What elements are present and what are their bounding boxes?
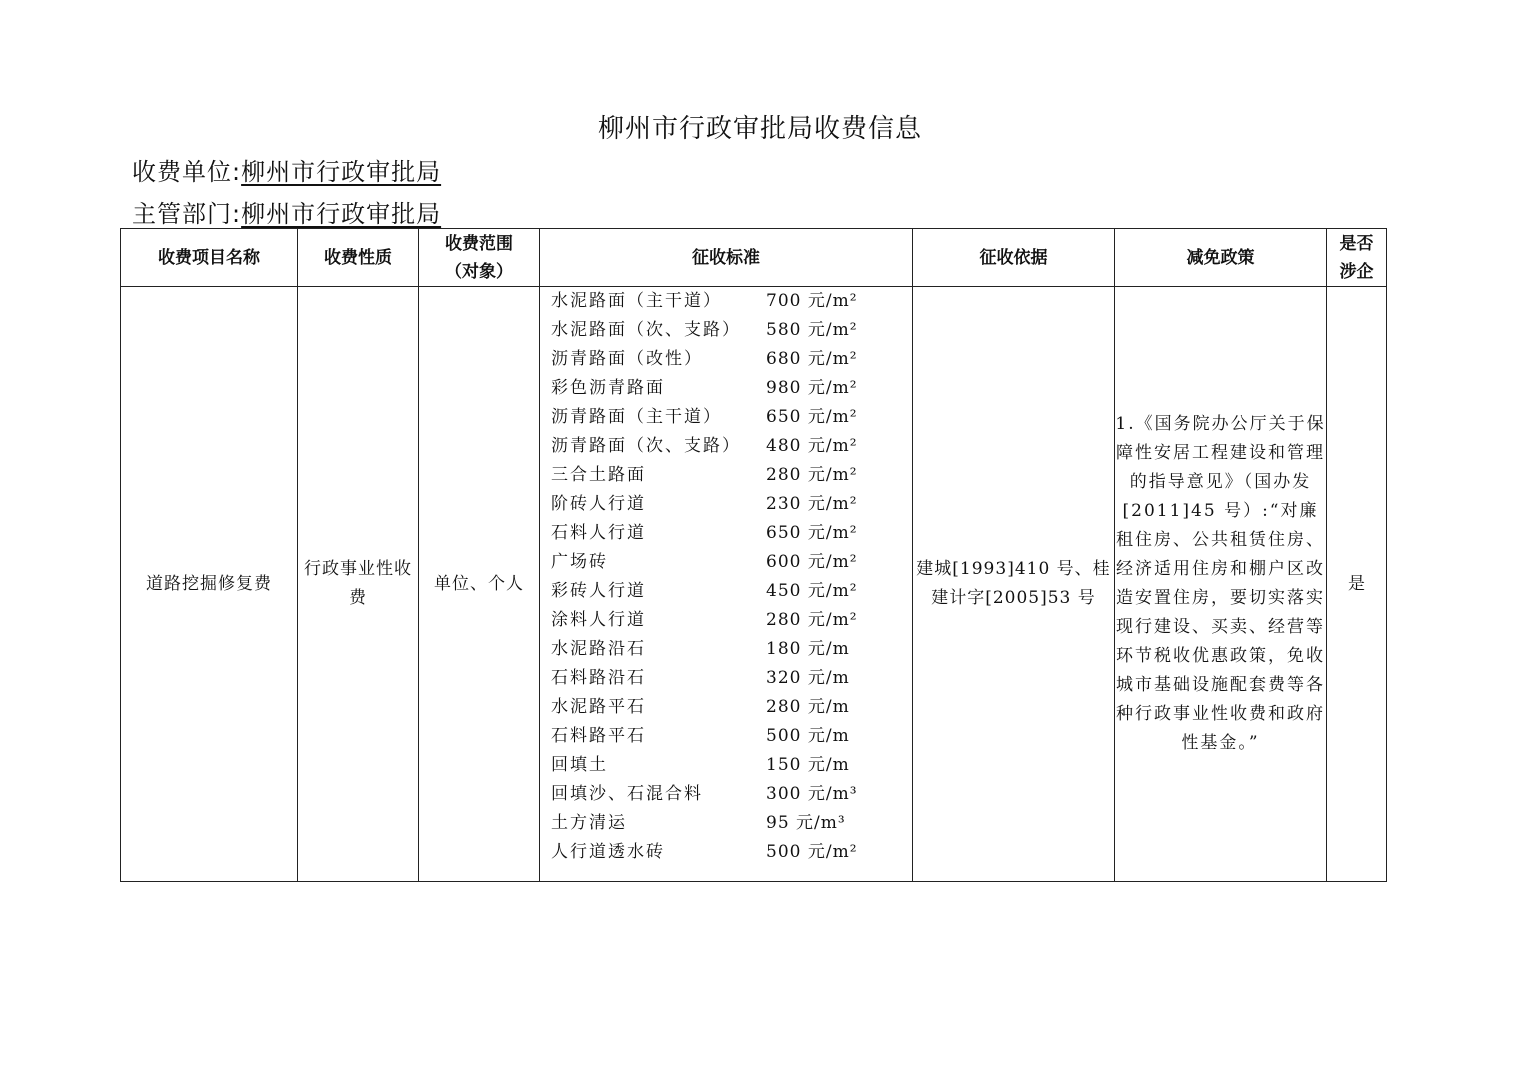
standard-item-name: 彩砖人行道 — [551, 581, 646, 601]
fee-table — [120, 228, 1387, 882]
fee-unit-value: 柳州市行政审批局 — [241, 158, 442, 186]
standard-list-item — [551, 345, 912, 374]
standard-item-name: 广场砖 — [551, 552, 608, 572]
standard-item-name: 人行道透水砖 — [551, 842, 665, 862]
standard-item-name: 沥青路面（改性） — [551, 349, 703, 369]
header-enterprise: 是否涉企 — [1327, 229, 1387, 287]
fee-unit-label: 收费单位: — [132, 158, 242, 186]
dept-label: 主管部门: — [132, 200, 242, 228]
standard-item-price: 500 元/m² — [766, 842, 858, 862]
standard-list-item — [551, 693, 912, 722]
standard-list-item — [551, 809, 912, 838]
cell-name: 道路挖掘修复费 — [121, 287, 298, 882]
standard-item-price: 280 元/m² — [766, 465, 858, 485]
standard-item-price: 180 元/m — [766, 639, 850, 659]
standard-item-price: 280 元/m — [766, 697, 850, 717]
standard-item-price: 95 元/m³ — [766, 813, 846, 833]
cell-policy: 1.《国务院办公厅关于保障性安居工程建设和管理的指导意见》（国办发[2011]45 号）:“对廉租住房、公共租赁住房、经济适用住房和棚户区改造安置住房，要切实落实现行建设、买卖、经营等环节税收优惠政策，免收城市基础设施配套费等各种行政事业性收费和政府性基金。” — [1115, 287, 1327, 882]
standard-item-price: 500 元/m — [766, 726, 850, 746]
standard-item-name: 石料路沿石 — [551, 668, 646, 688]
standard-item-price: 320 元/m — [766, 668, 850, 688]
standard-item-name: 回填土 — [551, 755, 608, 775]
standard-item-price: 980 元/m² — [766, 378, 858, 398]
standard-item-name: 石料人行道 — [551, 523, 646, 543]
cell-standard — [540, 287, 913, 882]
standard-list-item — [551, 519, 912, 548]
standard-item-name: 沥青路面（次、支路） — [551, 436, 741, 456]
cell-scope: 单位、个人 — [419, 287, 540, 882]
standard-list-item — [551, 838, 912, 867]
standard-item-name: 阶砖人行道 — [551, 494, 646, 514]
page-title: 柳州市行政审批局收费信息 — [597, 114, 922, 144]
standard-item-name: 水泥路平石 — [551, 697, 646, 717]
standard-item-price: 280 元/m² — [766, 610, 858, 630]
standard-list-item — [551, 403, 912, 432]
table-header-row — [121, 229, 1387, 287]
standard-list-item — [551, 751, 912, 780]
standard-list-item — [551, 577, 912, 606]
standard-list-item — [551, 461, 912, 490]
standard-list-item — [551, 606, 912, 635]
header-standard: 征收标准 — [540, 229, 913, 287]
standard-list-item — [551, 635, 912, 664]
standard-item-price: 680 元/m² — [766, 349, 858, 369]
table-row — [121, 287, 1387, 882]
standard-item-price: 150 元/m — [766, 755, 850, 775]
fee-unit-line — [132, 152, 441, 187]
standard-item-name: 水泥路面（主干道） — [551, 291, 722, 311]
dept-value: 柳州市行政审批局 — [241, 200, 442, 228]
standard-item-name: 沥青路面（主干道） — [551, 407, 722, 427]
standard-list-item — [551, 432, 912, 461]
standard-list-item — [551, 490, 912, 519]
standard-list-item — [551, 780, 912, 809]
standard-item-price: 600 元/m² — [766, 552, 858, 572]
standard-item-price: 480 元/m² — [766, 436, 858, 456]
standard-item-price: 650 元/m² — [766, 523, 858, 543]
standard-list-item — [551, 316, 912, 345]
standard-item-price: 580 元/m² — [766, 320, 858, 340]
standard-item-name: 回填沙、石混合料 — [551, 784, 703, 804]
standard-list-item — [551, 664, 912, 693]
standard-item-price: 700 元/m² — [766, 291, 858, 311]
cell-basis: 建城[1993]410 号、桂建计字[2005]53 号 — [913, 287, 1115, 882]
standard-list-item — [551, 287, 912, 316]
standard-list-item — [551, 374, 912, 403]
cell-enterprise: 是 — [1327, 287, 1387, 882]
standard-item-price: 300 元/m³ — [766, 784, 858, 804]
standard-item-name: 彩色沥青路面 — [551, 378, 665, 398]
standard-list-item — [551, 722, 912, 751]
standard-item-price: 450 元/m² — [766, 581, 858, 601]
cell-nature: 行政事业性收费 — [298, 287, 419, 882]
standard-item-name: 土方清运 — [551, 813, 627, 833]
standard-list — [540, 287, 912, 867]
standard-list-item — [551, 548, 912, 577]
header-name: 收费项目名称 — [121, 229, 298, 287]
dept-line — [132, 194, 441, 229]
header-nature: 收费性质 — [298, 229, 419, 287]
header-scope: 收费范围（对象） — [419, 229, 540, 287]
header-basis: 征收依据 — [913, 229, 1115, 287]
standard-item-name: 石料路平石 — [551, 726, 646, 746]
standard-item-name: 涂料人行道 — [551, 610, 646, 630]
standard-item-name: 水泥路沿石 — [551, 639, 646, 659]
standard-item-name: 三合土路面 — [551, 465, 646, 485]
standard-item-price: 650 元/m² — [766, 407, 858, 427]
standard-item-price: 230 元/m² — [766, 494, 858, 514]
standard-item-name: 水泥路面（次、支路） — [551, 320, 741, 340]
header-policy: 减免政策 — [1115, 229, 1327, 287]
